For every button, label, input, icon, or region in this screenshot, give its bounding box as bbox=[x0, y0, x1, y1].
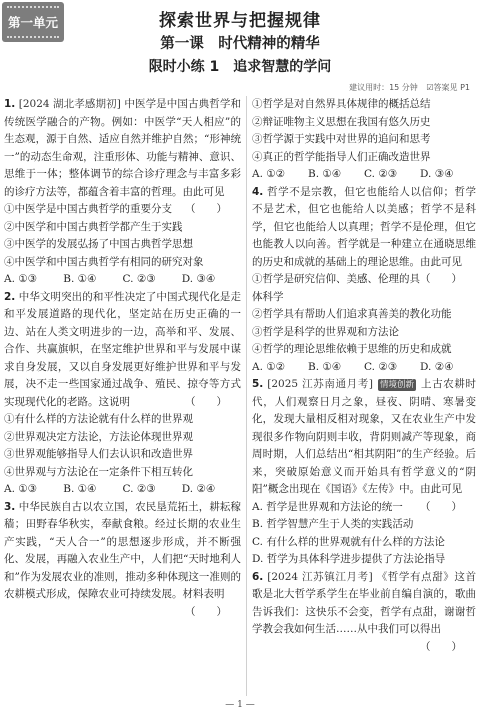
page-number: — 1 — bbox=[225, 700, 255, 710]
statement-item: ①哲学是研究信仰、美感、伦理的具体科学 bbox=[252, 273, 420, 303]
question-text: 中医学是中国古典哲学和传统医学融合的产物。例如：中医学“天人相应”的生态观，源于自然、适应自然并维护自然；“形神统一”的动态生命观，注重形体、功能与精神、意识、思维于一体；整体调节的综合诊疗理念与丰富多彩的诊疗方法等，都蕴含着丰富的哲理。由此可见 bbox=[4, 98, 242, 198]
answer-bracket: （ ） bbox=[185, 203, 227, 215]
answer-bracket: （ ） bbox=[420, 500, 462, 513]
option-d[interactable]: D. 哲学为具体科学进步提供了方法论指导 bbox=[252, 553, 446, 565]
statement-item: ①有什么样的方法论就有什么样的世界观 bbox=[4, 413, 193, 425]
statement-item: ④真正的哲学能指导人们正确改造世界 bbox=[252, 150, 431, 163]
context-badge: 情境创新 bbox=[379, 380, 414, 390]
statement-item: ②辩证唯物主义思想在我国有悠久历史 bbox=[252, 115, 431, 128]
answer-options bbox=[252, 359, 476, 377]
question-text: 中华文明突出的和平性决定了中国式现代化是走和平发展道路的现代化，坚定站在历史正确的一边、站在人类文明进步的一边，高举和平、发展、合作、共赢旗帜，在坚定维护世界和平与发展中谋求自身发展，又以自身发展更好维护世界和平与发展，决不走一些国家通过战争、殖民、掠夺等方式实现现代化的老路。这说明 bbox=[4, 290, 242, 408]
statement-item: ②中医学和中国古典哲学都产生于实践 bbox=[4, 220, 183, 233]
statement-item: ④哲学的理论思维依赖于思维的历史和成就 bbox=[252, 343, 452, 355]
page-title: 探索世界与把握规律 bbox=[159, 11, 321, 31]
option-c[interactable]: C. ②③ bbox=[122, 273, 156, 285]
meta-info bbox=[343, 82, 470, 93]
question-text: 中华民族自古以农立国，农民垦荒拓土，耕耘稼穑；田野春华秋实，奉献食粮。经过长期的农业生产实践，“天人合一”的思想逐步形成，并不断强化、发展，再融入农业生产中，人们把“天时地利人和”作为发展农业的准则，推动多种体现这一准则的农耕模式形成，保障农业可持续发展。材料表明 bbox=[4, 500, 242, 600]
option-d[interactable]: D. ③④ bbox=[420, 168, 454, 180]
answer-bracket: （ ） bbox=[420, 640, 462, 653]
practice-title: 限时小练 1 追求智慧的学问 bbox=[148, 59, 332, 75]
question-3-continued bbox=[252, 96, 476, 184]
question-3 bbox=[4, 499, 242, 618]
statement-item: ③中医学的发展弘扬了中国古典哲学思想 bbox=[4, 238, 193, 250]
question-text: 上古农耕时代，人们观察日月之象，昼夜、阴晴、寒暑变化，发现大量相反相对现象，又在农业生产中发现很多作物向阴则丰收，背阴则减产等现象，商周时期，人们总结出“相其阴阳”的生产经验。后来，突破原始意义而开始具有哲学意义的“阴阳”概念出现在《国语》《左传》中。由此可见 bbox=[252, 378, 477, 495]
unit-tab: 第一单元 bbox=[2, 2, 64, 42]
question-number: 6. bbox=[252, 570, 264, 583]
suggested-time: 建议用时：15 分钟 bbox=[349, 83, 418, 92]
option-b[interactable]: B. ①④ bbox=[63, 483, 97, 495]
column-divider bbox=[246, 96, 247, 696]
question-text: 《哲学有点甜》这首歌是北大哲学系学生在毕业前自编自演的，歌曲告诉我们：这快乐不会变，哲学有点甜，谢谢哲学教会我如何生活……从中我们可以得出 bbox=[252, 570, 477, 635]
option-b[interactable]: B. 哲学智慧产生于人类的实践活动 bbox=[252, 518, 414, 530]
option-d[interactable]: D. ②④ bbox=[420, 360, 454, 373]
question-source: [2024 江苏镇江月考] bbox=[267, 570, 373, 583]
option-d[interactable]: D. ②④ bbox=[181, 483, 216, 495]
option-b[interactable]: B. ①④ bbox=[308, 168, 342, 180]
question-source: [2024 湖北孝感期初] bbox=[18, 98, 121, 110]
answer-bracket: （ ） bbox=[185, 605, 227, 618]
option-c[interactable]: C. ②③ bbox=[364, 360, 398, 373]
answer-bracket: （ ） bbox=[420, 273, 462, 285]
statement-item: ④世界观与方法论在一定条件下相互转化 bbox=[4, 465, 193, 478]
option-a[interactable]: A. ①② bbox=[252, 360, 286, 373]
option-d[interactable]: D. ③④ bbox=[181, 273, 216, 285]
right-column bbox=[252, 96, 476, 656]
statement-item: ①中医学是中国古典哲学的重要分支 bbox=[4, 203, 172, 215]
answer-bracket: （ ） bbox=[185, 395, 227, 408]
option-b[interactable]: B. ①④ bbox=[308, 360, 342, 373]
statement-item: ③哲学是科学的世界观和方法论 bbox=[252, 325, 399, 338]
question-2 bbox=[4, 289, 241, 499]
question-4 bbox=[252, 184, 476, 377]
question-source: [2025 江苏南通月考] bbox=[267, 378, 373, 390]
answer-options bbox=[4, 481, 241, 499]
statement-item: ①哲学是对自然界具体规律的概括总结 bbox=[252, 98, 431, 110]
statement-item: ③世界观能够指导人们去认识和改造世界 bbox=[4, 448, 193, 460]
option-a[interactable]: A. ①③ bbox=[4, 483, 38, 495]
question-1 bbox=[4, 96, 241, 289]
left-column bbox=[4, 96, 241, 621]
statement-item: ④中医学和中国古典哲学有相同的研究对象 bbox=[4, 255, 204, 268]
statement-item: ③哲学源于实践中对世界的追问和思考 bbox=[252, 133, 431, 145]
question-5 bbox=[252, 376, 476, 569]
statement-item: ②世界观决定方法论，方法论体现世界观 bbox=[4, 430, 193, 443]
option-b[interactable]: B. ①④ bbox=[63, 273, 97, 285]
option-c[interactable]: C. ②③ bbox=[122, 483, 156, 495]
question-number: 3. bbox=[4, 500, 16, 513]
question-6 bbox=[252, 569, 477, 653]
option-a[interactable]: A. 哲学是世界观和方法论的统一 bbox=[252, 500, 403, 513]
answer-options bbox=[4, 271, 241, 289]
question-number: 2. bbox=[4, 290, 16, 303]
statement-item: ②哲学具有帮助人们追求真善美的教化功能 bbox=[252, 308, 452, 320]
question-number: 4. bbox=[252, 185, 264, 198]
lesson-title: 第一课 时代精神的精华 bbox=[160, 36, 320, 52]
question-text: 哲学不是宗教，但它也能给人以信仰；哲学不是艺术，但它也能给人以美感；哲学不是科学，但它也能给人以真理；哲学不是伦理，但它也能教人以向善。哲学就是一种建立在通晓思维的历史和成就的基础上的理论思维。由此可见 bbox=[252, 185, 476, 268]
answer-reference: ☑答案见 P1 bbox=[426, 83, 470, 92]
option-c[interactable]: C. 有什么样的世界观就有什么样的方法论 bbox=[252, 535, 445, 548]
option-c[interactable]: C. ②③ bbox=[364, 168, 398, 180]
option-a[interactable]: A. ①② bbox=[252, 168, 286, 180]
question-number: 5. bbox=[252, 378, 264, 390]
question-number: 1. bbox=[4, 98, 16, 110]
answer-options bbox=[252, 166, 476, 184]
option-a[interactable]: A. ①③ bbox=[4, 273, 38, 285]
